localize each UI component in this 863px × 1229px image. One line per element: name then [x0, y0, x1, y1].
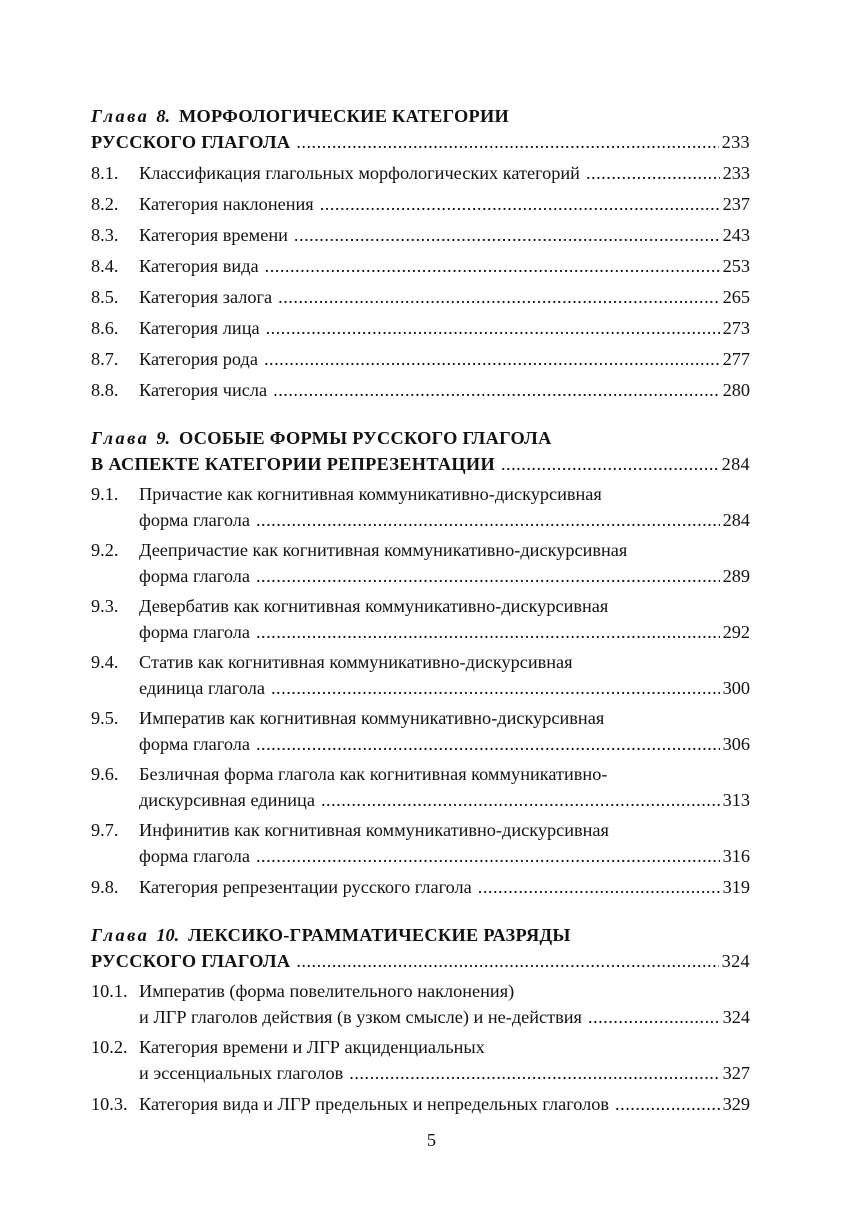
chapter-label-word: Глава [91, 925, 150, 945]
section-title-line1: Девербатив как когнитивная коммуникативно-дискурсивная [139, 596, 609, 616]
section-page: 265 [722, 287, 750, 307]
section-title-line1: Категория времени и ЛГР акциденциальных [139, 1037, 485, 1057]
section-title: Категория лица [139, 318, 260, 338]
section-title: Категория наклонения [139, 194, 314, 214]
section-page: 292 [722, 622, 750, 642]
table-of-contents [91, 103, 750, 1139]
chapter-label-number: 9. [156, 428, 171, 448]
chapter-8 [91, 103, 750, 403]
section-title: Категория вида и ЛГР предельных и непредельных глаголов [139, 1094, 610, 1114]
section-page: 243 [722, 225, 750, 245]
section-number: 9.8. [91, 877, 119, 897]
toc-entry-8-4 [91, 253, 750, 279]
leader-dots [349, 1060, 719, 1086]
section-title-line2: и ЛГР глаголов действия (в узком смысле) и не-действия [139, 1007, 582, 1027]
section-page: 327 [722, 1063, 750, 1083]
section-number: 10.2. [91, 1037, 128, 1057]
section-page: 284 [722, 510, 750, 530]
toc-entry-9-1 [91, 481, 750, 533]
section-number: 9.6. [91, 764, 119, 784]
chapter-heading [91, 922, 750, 974]
section-number: 9.7. [91, 820, 119, 840]
chapter-heading [91, 425, 750, 477]
section-number: 8.4. [91, 256, 119, 276]
leader-dots [320, 191, 720, 217]
section-title-line1: Деепричастие как когнитивная коммуникативно-дискурсивная [139, 540, 628, 560]
leader-dots [501, 451, 719, 477]
chapter-9 [91, 425, 750, 900]
section-title-line1: Инфинитив как когнитивная коммуникативно-дискурсивная [139, 820, 609, 840]
toc-entry-9-3 [91, 593, 750, 645]
leader-dots [256, 731, 720, 757]
toc-entry-8-2 [91, 191, 750, 217]
section-number: 10.3. [91, 1094, 128, 1114]
section-title: Категория рода [139, 349, 258, 369]
section-title-line1: Императив как когнитивная коммуникативно-дискурсивная [139, 708, 605, 728]
chapter-page: 284 [721, 454, 750, 474]
toc-entry-9-6 [91, 761, 750, 813]
leader-dots [294, 222, 720, 248]
section-title-line2: дискурсивная единица [139, 790, 315, 810]
toc-entry-10-1 [91, 978, 750, 1030]
leader-dots [256, 843, 720, 869]
chapter-label-number: 10. [156, 925, 180, 945]
section-number: 9.3. [91, 596, 119, 616]
section-title-line2: форма глагола [139, 622, 250, 642]
section-title-line2: форма глагола [139, 510, 250, 530]
chapter-page: 324 [721, 951, 750, 971]
leader-dots [615, 1091, 720, 1117]
section-title-line2: форма глагола [139, 566, 250, 586]
section-title: Категория репрезентации русского глагола [139, 877, 472, 897]
section-page: 280 [722, 380, 750, 400]
toc-entry-8-8 [91, 377, 750, 403]
section-title-line1: Безличная форма глагола как когнитивная коммуникативно- [139, 764, 608, 784]
leader-dots [271, 675, 720, 701]
chapter-title-line2: РУССКОГО ГЛАГОЛА [91, 132, 291, 152]
section-title-line1: Причастие как когнитивная коммуникативно-дискурсивная [139, 484, 602, 504]
section-page: 300 [722, 678, 750, 698]
section-page: 253 [722, 256, 750, 276]
toc-entry-9-8 [91, 874, 750, 900]
leader-dots [266, 315, 720, 341]
section-number: 9.5. [91, 708, 119, 728]
chapter-page: 233 [721, 132, 750, 152]
section-page: 313 [722, 790, 750, 810]
section-title: Классификация глагольных морфологических категорий [139, 163, 580, 183]
section-number: 10.1. [91, 981, 128, 1001]
section-title-line2: форма глагола [139, 734, 250, 754]
leader-dots [321, 787, 720, 813]
section-page: 316 [722, 846, 750, 866]
chapter-heading [91, 103, 750, 155]
leader-dots [264, 346, 720, 372]
section-title: Категория числа [139, 380, 268, 400]
section-number: 8.7. [91, 349, 119, 369]
section-number: 8.5. [91, 287, 119, 307]
chapter-title-line1: ЛЕКСИКО-ГРАММАТИЧЕСКИЕ РАЗРЯДЫ [188, 925, 571, 945]
section-page: 273 [722, 318, 750, 338]
section-number: 9.4. [91, 652, 119, 672]
section-title-line2: единица глагола [139, 678, 265, 698]
page-number: 5 [426, 1130, 437, 1150]
leader-dots [278, 284, 719, 310]
section-title: Категория залога [139, 287, 273, 307]
section-page: 237 [722, 194, 750, 214]
leader-dots [586, 160, 720, 186]
toc-entry-8-1 [91, 160, 750, 186]
section-title-line2: и эссенциальных глаголов [139, 1063, 344, 1083]
toc-entry-8-3 [91, 222, 750, 248]
section-page: 319 [722, 877, 750, 897]
section-number: 8.6. [91, 318, 119, 338]
chapter-label-word: Глава [91, 106, 150, 126]
leader-dots [273, 377, 719, 403]
section-title: Категория времени [139, 225, 288, 245]
section-number: 9.2. [91, 540, 119, 560]
section-number: 8.1. [91, 163, 119, 183]
section-number: 8.8. [91, 380, 119, 400]
toc-entry-9-2 [91, 537, 750, 589]
chapter-title-line1: МОРФОЛОГИЧЕСКИЕ КАТЕГОРИИ [178, 106, 509, 126]
leader-dots [265, 253, 720, 279]
section-title-line2: форма глагола [139, 846, 250, 866]
chapter-title-line1: ОСОБЫЕ ФОРМЫ РУССКОГО ГЛАГОЛА [178, 428, 552, 448]
section-page: 277 [722, 349, 750, 369]
toc-entry-9-5 [91, 705, 750, 757]
toc-entry-10-2 [91, 1034, 750, 1086]
chapter-title-line2: РУССКОГО ГЛАГОЛА [91, 951, 291, 971]
section-title-line1: Императив (форма повелительного наклонения) [139, 981, 515, 1001]
leader-dots [296, 948, 718, 974]
toc-entry-8-6 [91, 315, 750, 341]
section-page: 233 [722, 163, 750, 183]
section-number: 9.1. [91, 484, 119, 504]
section-number: 8.2. [91, 194, 119, 214]
toc-entry-9-4 [91, 649, 750, 701]
section-page: 289 [722, 566, 750, 586]
chapter-label-word: Глава [91, 428, 150, 448]
section-title: Категория вида [139, 256, 259, 276]
toc-entry-8-7 [91, 346, 750, 372]
chapter-label-number: 8. [156, 106, 171, 126]
toc-entry-9-7 [91, 817, 750, 869]
leader-dots [256, 507, 720, 533]
section-page: 324 [722, 1007, 750, 1027]
section-page: 329 [722, 1094, 750, 1114]
leader-dots [256, 619, 720, 645]
chapter-title-line2: В АСПЕКТЕ КАТЕГОРИИ РЕПРЕЗЕНТАЦИИ [91, 454, 495, 474]
section-title-line1: Статив как когнитивная коммуникативно-дискурсивная [139, 652, 573, 672]
leader-dots [296, 129, 718, 155]
leader-dots [588, 1004, 720, 1030]
toc-entry-8-5 [91, 284, 750, 310]
section-number: 8.3. [91, 225, 119, 245]
chapter-10 [91, 922, 750, 1117]
toc-entry-10-3 [91, 1091, 750, 1117]
section-page: 306 [722, 734, 750, 754]
leader-dots [478, 874, 720, 900]
leader-dots [256, 563, 720, 589]
